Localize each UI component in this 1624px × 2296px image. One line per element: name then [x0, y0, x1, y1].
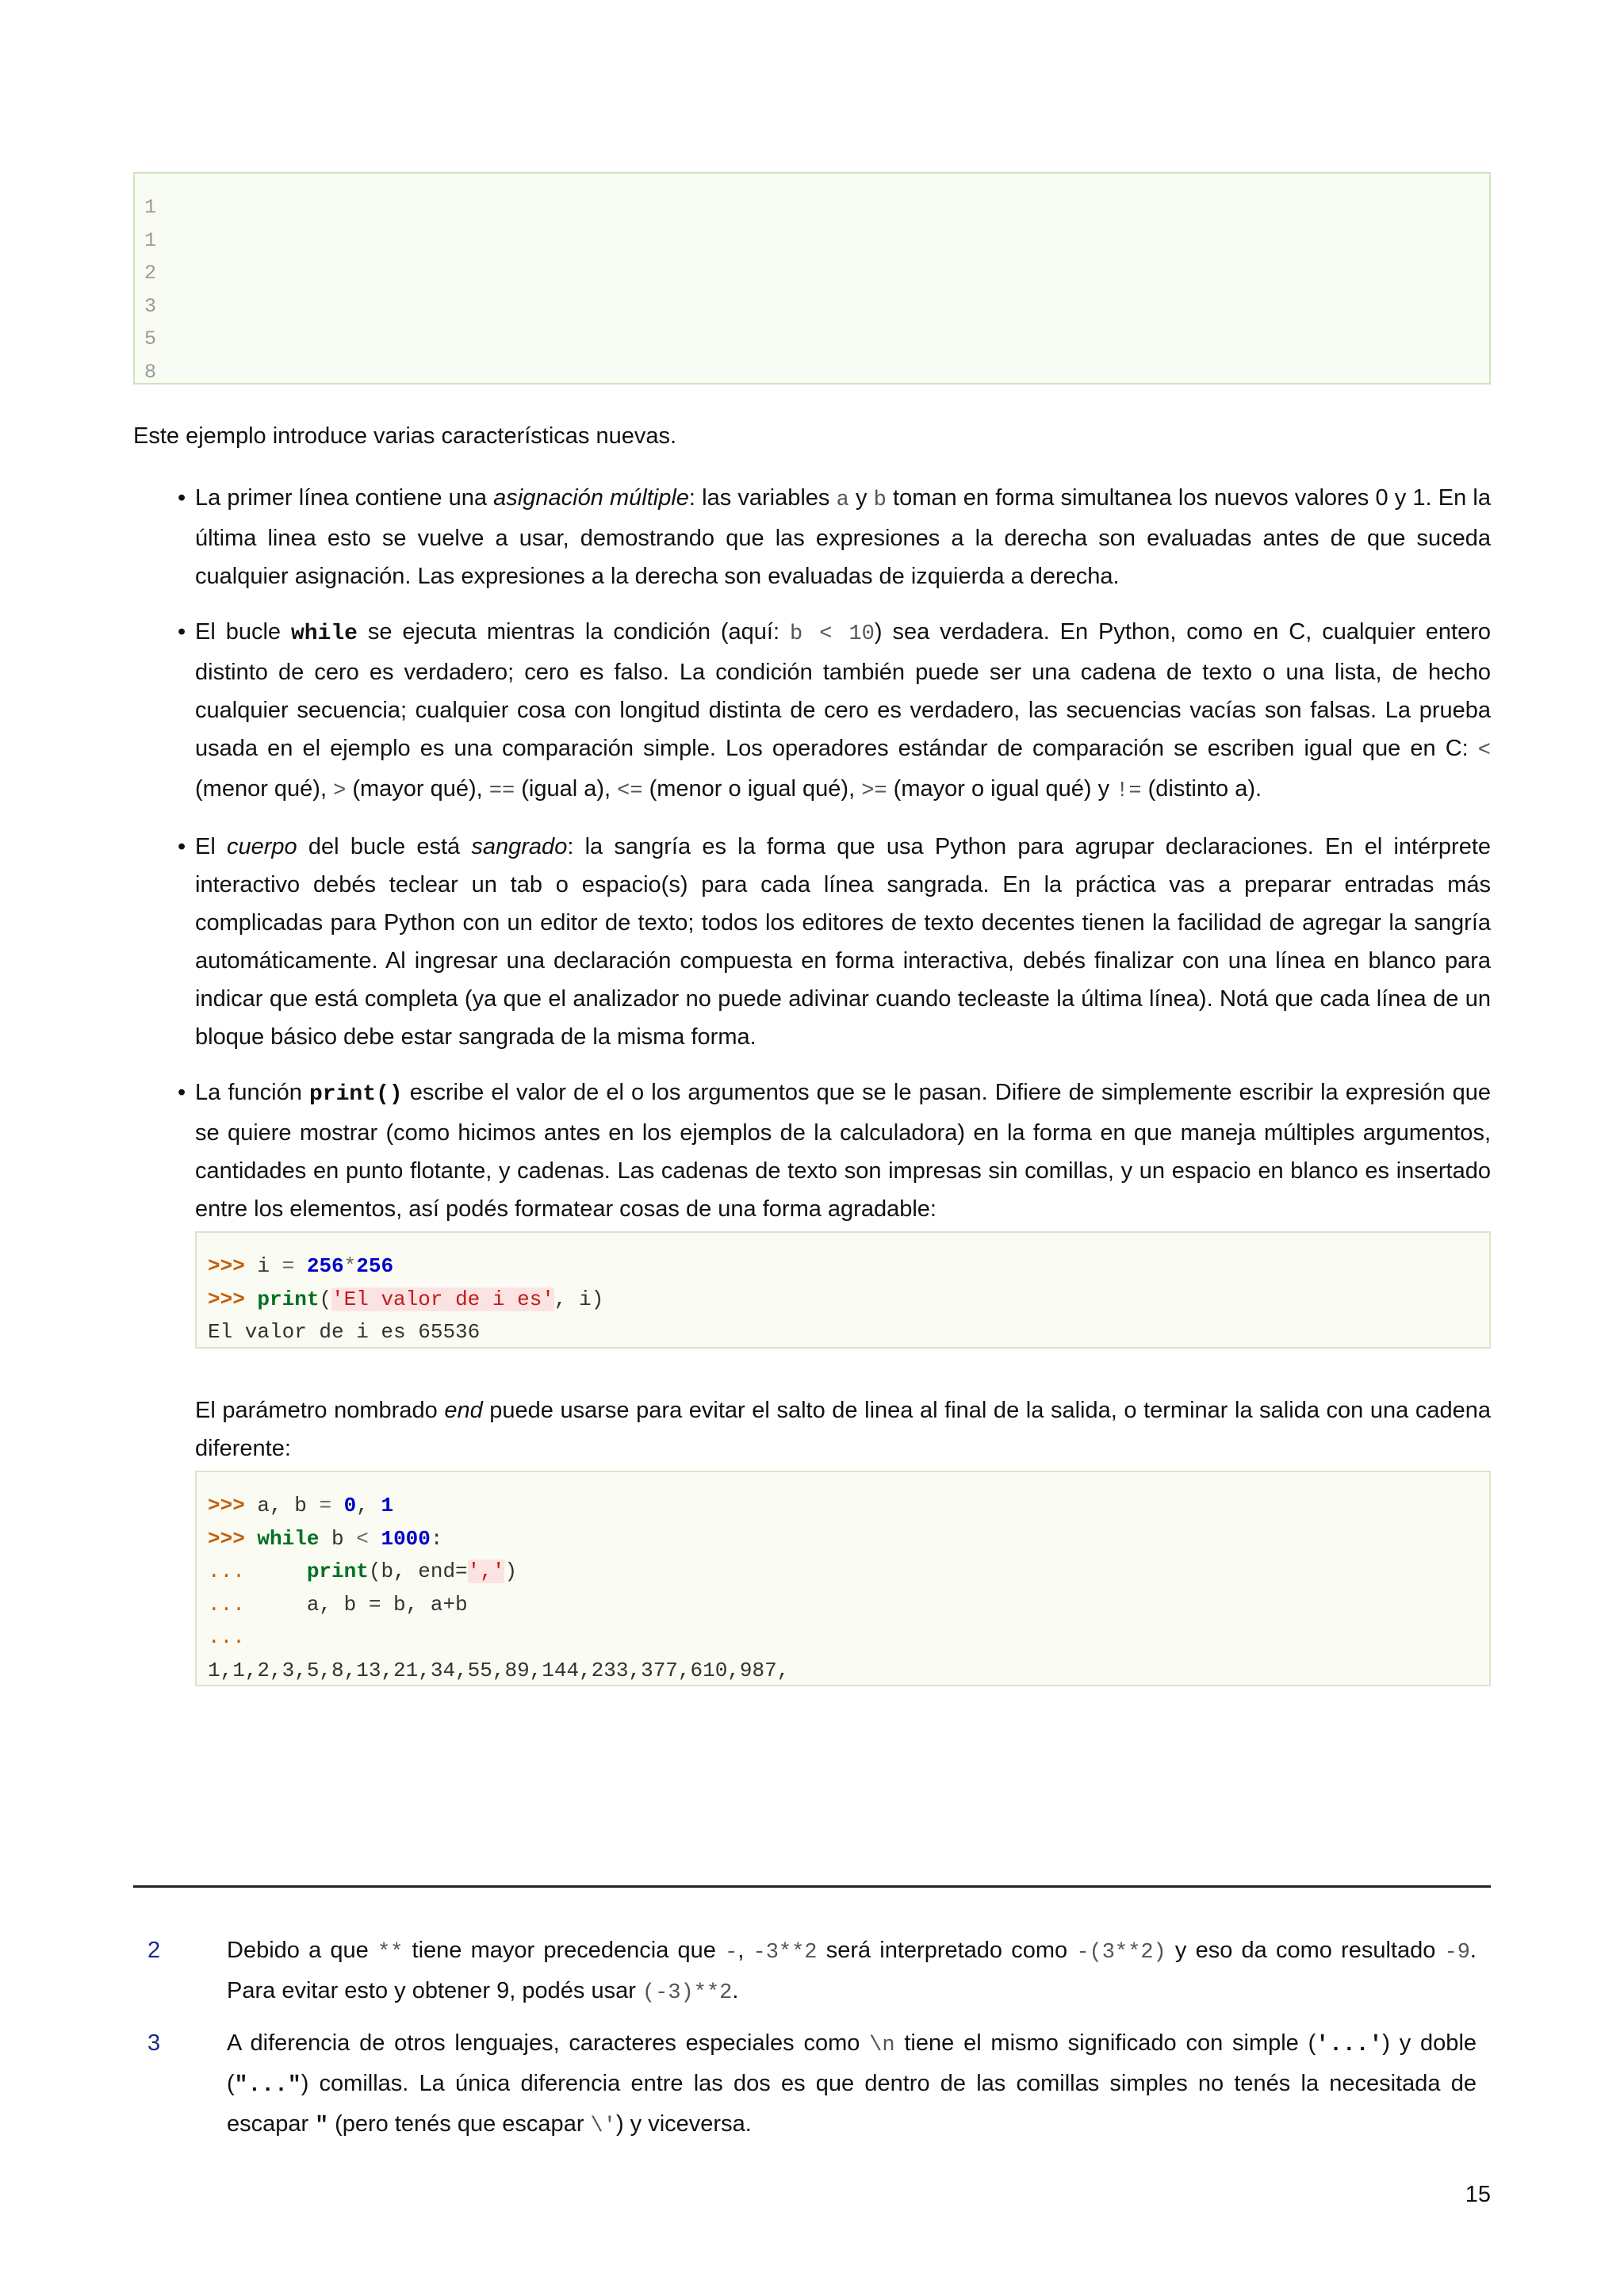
list-item-text: El bucle while se ejecuta mientras la condición (aquí: b < 10) sea verdadera. En Python, como en C, cualquier entero distinto de cero es verdadero; cero es falso. La condición también puede ser una cadena de texto o una lista, de hecho cualquier secuencia; cualquier cosa con longitud distinta de cero es verdadero, las secuencias vacías son falsas. La prueba usada en el ejemplo es una comparación simple. Los operadores estándar de comparación se escriben igual que en C: < (menor qué), > (mayor qué), == (igual a), <= (menor o igual qué), >= (mayor o igual qué) y != (distinto a).: [195, 619, 1492, 803]
list-item-multiple-assignment: [133, 479, 1491, 595]
footnote-divider: [133, 1885, 1491, 1888]
fibonacci-output-block: [133, 172, 1491, 385]
bullet-dot: •: [178, 1080, 186, 1105]
code-line: >>> while b < 1000:: [208, 1526, 443, 1551]
footnote-3: [133, 2024, 1491, 2145]
code-line: ... print(b, end=','): [208, 1559, 518, 1583]
code-line: >>> a, b = 0, 1: [208, 1494, 394, 1517]
list-item-while-loop: [133, 613, 1491, 810]
output-line: 2: [144, 262, 157, 285]
while-code-block: [195, 1471, 1491, 1686]
list-item-text: El cuerpo del bucle está sangrado: la sangría es la forma que usa Python para agrupar declaraciones. En el intérprete interactivo debés teclear un tab o espacio(s) para cada línea sangrada. En la práctica vas a preparar entradas más complicadas para Python con un editor de texto; todos los editores de texto decentes tienen la facilidad de agregar la sangría automáticamente. Al ingresar una declaración compuesta en forma interactiva, debés finalizar con una línea en blanco para indicar que está completa (ya que el analizador no puede adivinar cuando tecleaste la última línea). Notá que cada línea de un bloque básico debe estar sangrada de la misma forma.: [195, 834, 1492, 1050]
page-number: 15: [1465, 2182, 1491, 2207]
output-line: 1: [144, 196, 157, 219]
output-line: 1: [144, 228, 157, 252]
footnote-label: 3: [147, 2030, 161, 2056]
list-item-indentation: [133, 828, 1491, 1056]
code-line: ... a, b = b, a+b: [208, 1592, 468, 1617]
code-line: >>> i = 256*256: [208, 1254, 394, 1278]
print-code-block: [195, 1231, 1491, 1349]
output-line: 3: [144, 294, 157, 318]
code-line: >>> print('El valor de i es', i): [208, 1287, 604, 1311]
bullet-dot: •: [178, 834, 186, 859]
code-output-line: El valor de i es 65536: [208, 1320, 481, 1344]
footnote-2: [133, 1931, 1491, 2012]
bullet-dot: •: [178, 485, 186, 511]
footnote-text: A diferencia de otros lenguajes, caracteres especiales como \n tiene el mismo significado con simple ('...') y doble ("...") comillas. La única diferencia entre las dos es que dentro de las comillas simples no tenés la necesitada de escapar " (pero tenés que escapar \') y viceversa.: [227, 2030, 1477, 2138]
list-item-text: La primer línea contiene una asignación múltiple: las variables a y b toman en forma simultanea los nuevos valores 0 y 1. En la última linea esto se vuelve a usar, demostrando que las expresiones a la derecha son evaluadas antes de que suceda cualquier asignación. Las expresiones a la derecha son evaluadas de izquierda a derecha.: [195, 485, 1491, 589]
feature-list: [133, 479, 1491, 1686]
intro-paragraph: Este ejemplo introduce varias características nuevas.: [133, 423, 677, 449]
footnote-label: 2: [147, 1938, 161, 1963]
list-item-print-function: [133, 1073, 1491, 1228]
code-line: ...: [208, 1625, 245, 1649]
output-line: 8: [144, 360, 157, 384]
output-line: 5: [144, 327, 157, 350]
end-parameter-paragraph: El parámetro nombrado end puede usarse para evitar el salto de linea al final de la salida, o terminar la salida con una cadena diferente:: [195, 1398, 1491, 1461]
footnote-text: Debido a que ** tiene mayor precedencia que -, -3**2 será interpretado como -(3**2) y eso da como resultado -9. Para evitar esto y obtener 9, podés usar (-3)**2.: [227, 1938, 1477, 2005]
bullet-dot: •: [178, 619, 186, 645]
list-item-text: La función print() escribe el valor de el o los argumentos que se le pasan. Difiere de simplemente escribir la expresión que se quiere mostrar (como hicimos antes en los ejemplos de la calculadora) en la forma en que maneja múltiples argumentos, cantidades en punto flotante, y cadenas. Las cadenas de texto son impresas sin comillas, y un espacio en blanco es insertado entre los elementos, así podés formatear cosas de una forma agradable:: [195, 1080, 1492, 1222]
code-output-line: 1,1,2,3,5,8,13,21,34,55,89,144,233,377,610,987,: [208, 1658, 790, 1682]
